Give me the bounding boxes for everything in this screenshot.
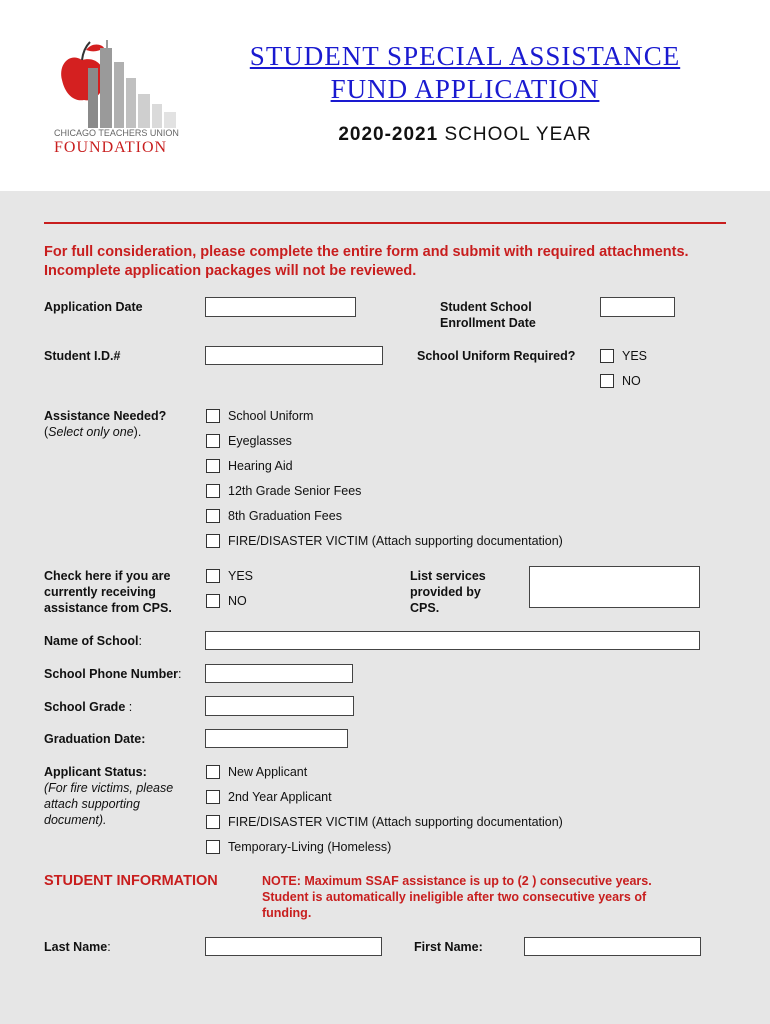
uniform-yes-label: YES: [622, 349, 648, 363]
form-title: [200, 40, 730, 106]
note-line1: NOTE: Maximum SSAF assistance is up to (2 ) consecutive years.: [262, 874, 652, 888]
assistance-option-checkbox[interactable]: [206, 484, 220, 498]
cps-assistance-label: [44, 568, 172, 616]
application-date-label: Application Date: [44, 300, 143, 314]
cps-no-label: NO: [228, 594, 247, 608]
cps-yes-label: YES: [228, 569, 254, 583]
enrollment-date-label: [440, 299, 536, 331]
school-name-colon: :: [138, 634, 142, 648]
status-option-checkbox[interactable]: [206, 815, 220, 829]
school-grade-field[interactable]: [205, 696, 354, 716]
cps-services-field[interactable]: [529, 566, 700, 608]
student-info-heading: STUDENT INFORMATION: [44, 873, 218, 889]
school-phone-field[interactable]: [205, 664, 353, 683]
notice-text: For full consideration, please complete the entire form and submit with required attachments. Incomplete application packages will not be reviewed.: [44, 244, 689, 279]
status-hint-line3: document).: [44, 813, 107, 827]
graduation-date-field[interactable]: [205, 729, 348, 748]
last-name-text: Last Name: [44, 940, 108, 954]
school-grade-text: School Grade: [44, 700, 126, 714]
assistance-option-checkbox[interactable]: [206, 534, 220, 548]
assistance-option-label: School Uniform: [228, 409, 314, 423]
cps-services-label: [410, 568, 486, 616]
logo-line1: CHICAGO TEACHERS UNION: [54, 128, 179, 138]
cps-no-checkbox[interactable]: [206, 594, 220, 608]
status-hint-line2: attach supporting: [44, 797, 140, 811]
assistance-option-label: Eyeglasses: [228, 434, 292, 448]
assistance-hint: [44, 424, 166, 440]
last-name-label: [44, 939, 111, 955]
title-line1: STUDENT SPECIAL ASSISTANCE: [249, 41, 681, 71]
school-phone-label: [44, 666, 182, 682]
uniform-required-label: School Uniform Required?: [417, 349, 576, 363]
school-name-text: Name of School: [44, 634, 139, 648]
applicant-status-text: Applicant Status:: [44, 765, 147, 779]
school-phone-text: School Phone Number: [44, 667, 179, 681]
student-info-note: [262, 873, 702, 921]
enrollment-date-field[interactable]: [600, 297, 675, 317]
status-option-label: FIRE/DISASTER VICTIM (Attach supporting documentation): [228, 815, 563, 829]
first-name-field[interactable]: [524, 937, 701, 956]
assistance-option-checkbox[interactable]: [206, 459, 220, 473]
ctu-foundation-logo: [52, 38, 184, 156]
school-grade-label: [44, 699, 132, 715]
status-option-checkbox[interactable]: [206, 840, 220, 854]
assistance-option-checkbox[interactable]: [206, 409, 220, 423]
first-name-label: First Name:: [414, 940, 483, 954]
applicant-status-label: [44, 764, 173, 828]
status-hint-line1: (For fire victims, please: [44, 781, 174, 795]
divider: [44, 222, 726, 224]
school-name-label: [44, 633, 142, 649]
school-phone-colon: :: [178, 667, 182, 681]
status-option-label: New Applicant: [228, 765, 308, 779]
status-option-checkbox[interactable]: [206, 790, 220, 804]
uniform-yes-checkbox[interactable]: [600, 349, 614, 363]
note-line3: funding.: [262, 906, 312, 920]
logo-line2: FOUNDATION: [54, 139, 168, 156]
uniform-no-label: NO: [622, 374, 641, 388]
header: [0, 0, 770, 191]
assistance-label: [44, 408, 166, 440]
assistance-option-label: Hearing Aid: [228, 459, 293, 473]
student-id-label: Student I.D.#: [44, 349, 121, 363]
year-range: 2020-2021: [338, 124, 439, 145]
enrollment-date-line2: Enrollment Date: [440, 316, 536, 330]
last-name-colon: :: [107, 940, 111, 954]
cps-yes-checkbox[interactable]: [206, 569, 220, 583]
cps-services-line3: CPS.: [410, 601, 440, 615]
school-name-field[interactable]: [205, 631, 700, 650]
cps-label-line3: assistance from CPS.: [44, 601, 172, 615]
cps-label-line2: currently receiving: [44, 585, 156, 599]
enrollment-date-line1: Student School: [440, 300, 532, 314]
cps-services-line1: List services: [410, 569, 486, 583]
assistance-hint-open: (: [44, 425, 49, 439]
status-option-label: Temporary-Living (Homeless): [228, 840, 392, 854]
uniform-no-checkbox[interactable]: [600, 374, 614, 388]
cps-services-line2: provided by: [410, 585, 481, 599]
note-line2: Student is automatically ineligible after two consecutive years of: [262, 890, 647, 904]
assistance-option-checkbox[interactable]: [206, 509, 220, 523]
graduation-date-label: Graduation Date:: [44, 732, 146, 746]
assistance-label-text: Assistance Needed?: [44, 409, 167, 423]
assistance-hint-text: Select only one: [48, 425, 134, 439]
status-option-checkbox[interactable]: [206, 765, 220, 779]
status-option-label: 2nd Year Applicant: [228, 790, 332, 804]
last-name-field[interactable]: [205, 937, 382, 956]
assistance-option-label: 12th Grade Senior Fees: [228, 484, 362, 498]
assistance-option-checkbox[interactable]: [206, 434, 220, 448]
assistance-option-label: 8th Graduation Fees: [228, 509, 342, 523]
title-line2: FUND APPLICATION: [330, 74, 600, 104]
student-id-field[interactable]: [205, 346, 383, 365]
year-text: SCHOOL YEAR: [438, 124, 592, 145]
school-grade-colon: :: [125, 700, 133, 714]
cps-label-line1: Check here if you are: [44, 569, 171, 583]
application-date-field[interactable]: [205, 297, 356, 317]
school-year: [200, 124, 730, 146]
assistance-option-label: FIRE/DISASTER VICTIM (Attach supporting documentation): [228, 534, 563, 548]
assistance-hint-close: ).: [133, 425, 142, 439]
